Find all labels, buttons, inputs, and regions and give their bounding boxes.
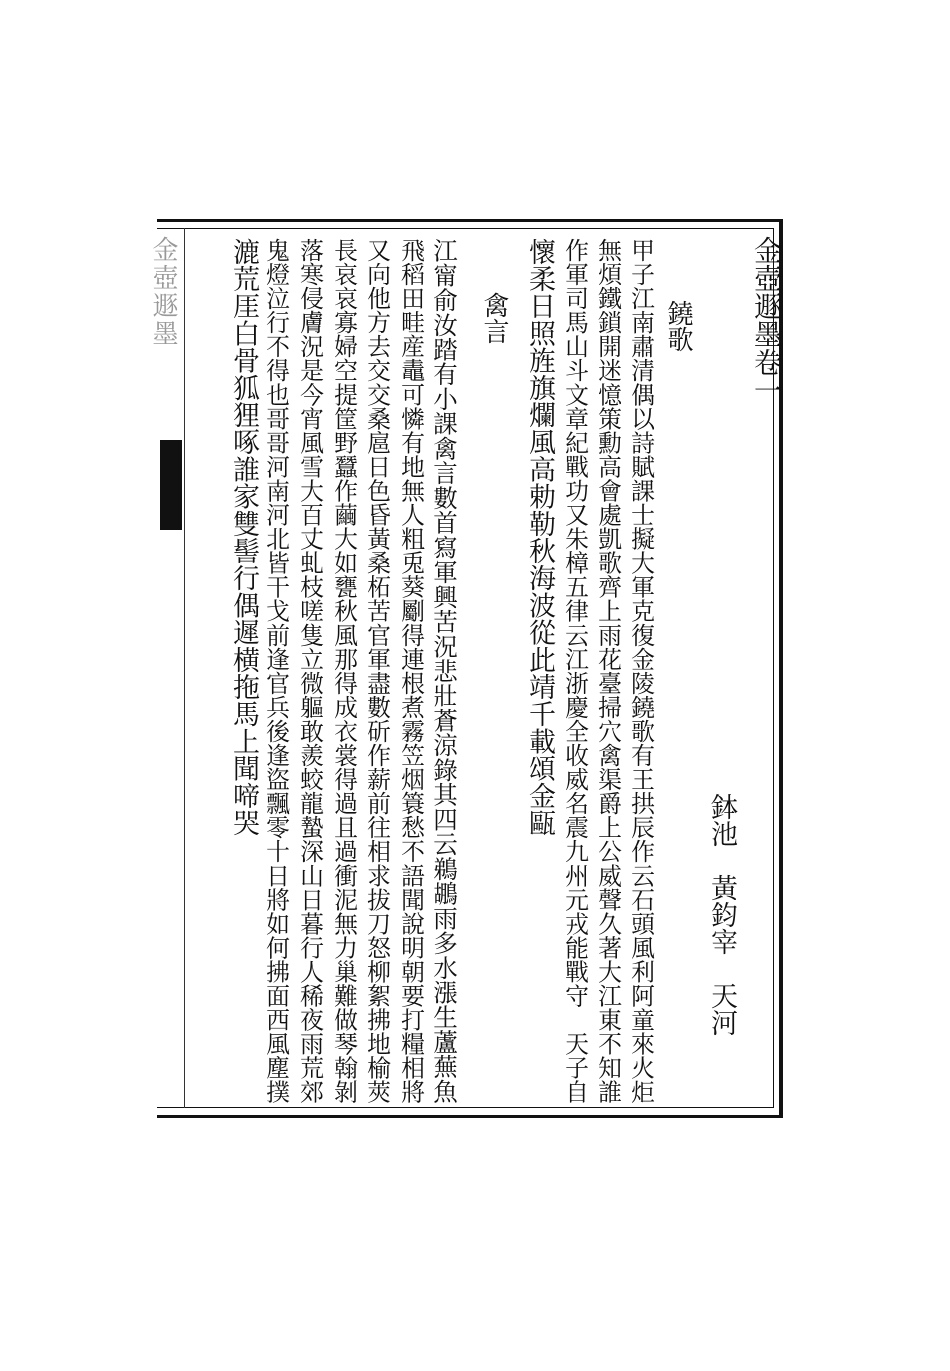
text-column: 飛稻田畦産鼃可憐有地無人粗兎葵劚得連根煮霧笠烟簑愁不語聞說明朝要打糧相將 xyxy=(397,238,425,1104)
text-column: 懷柔日照旌旗爛風高勅勒秋海波從此靖千載頌金甌 xyxy=(524,238,555,837)
text-column: 漉荒厓白骨狐狸啄誰家雙髻行偶遲横拖馬上聞啼哭 xyxy=(228,238,259,837)
text-column: 無煩鐵鎖開迷憶策勳高會處凱歌齊上雨花臺掃穴禽渠爵上公威聲久著大江東不知誰 xyxy=(594,238,622,1104)
text-column: 甲子江南肅清偶以詩賦課士擬大軍克復金陵鐃歌有王拱辰作云石頭風利阿童來火炬 xyxy=(627,238,655,1104)
facing-page-spine xyxy=(148,228,185,1108)
poem-heading: 鐃歌 xyxy=(663,300,693,353)
spine-title: 金壺遯墨 xyxy=(148,236,178,348)
author-byline: 鉢池 黃鈞宰 天河 xyxy=(706,793,737,1036)
text-column: 又向他方去交交桑扈日色昏黃桑柘苦官軍盡數斫作薪前往相求拔刀怒柳絮拂地榆莢 xyxy=(363,238,391,1104)
text-column: 江甯俞汝踏有小課禽言數首寫軍興苦況悲壯蒼涼錄其四云鵜鶘雨多水漲生蘆蕪魚 xyxy=(430,238,459,1104)
poem-heading: 禽言 xyxy=(479,292,509,345)
text-column: 作軍司馬山斗文章紀戰功又朱樟五律云江浙慶全收威名震九州元戎能戰守 天子自 xyxy=(561,238,589,1104)
text-column: 長哀哀寡婦空提筐野蠶作繭大如甕秋風那得成衣裳得過且過衝泥無力巢難做琴翰剝 xyxy=(330,238,358,1104)
volume-title: 金壺遯墨卷一 xyxy=(750,236,783,404)
spine-ink-block xyxy=(160,440,182,530)
text-column: 鬼燈泣行不得也哥哥河南河北皆干戈前逢官兵後逢盜飄零十日將如何拂面西風塵撲 xyxy=(262,238,290,1104)
text-column: 落寒侵膚況是今宵風雪大百丈虬枝嗟隻立微軀敢羨蛟龍蟄深山日暮行人稀夜雨荒郊 xyxy=(296,238,324,1104)
